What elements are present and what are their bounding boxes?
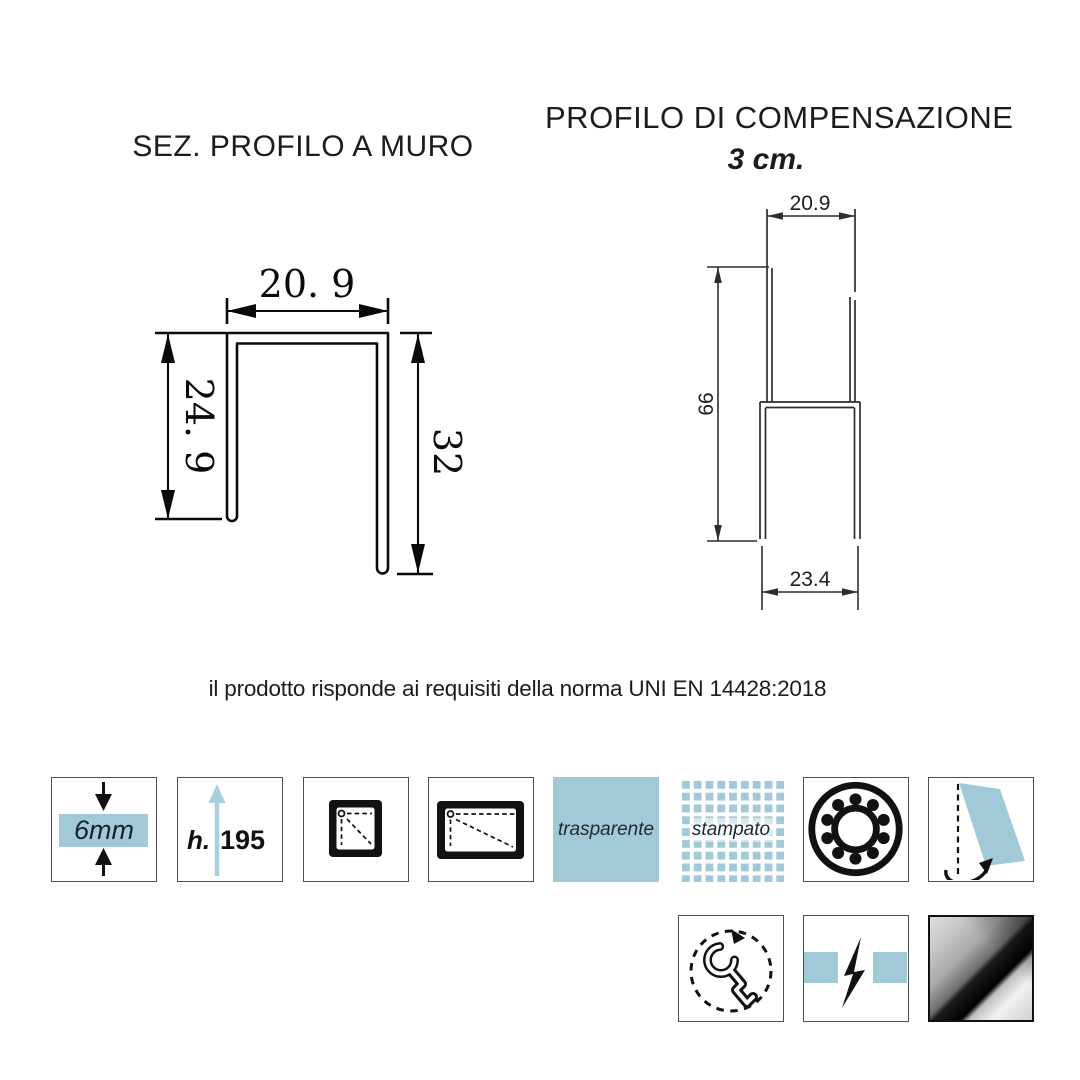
printed-glass-label: stampato xyxy=(691,818,771,840)
dimension-left xyxy=(155,333,226,519)
compensation-profile-drawing xyxy=(695,192,860,610)
dimension-top xyxy=(227,262,388,324)
printed-glass-feature xyxy=(678,777,784,882)
dim-top-value: 20.9 xyxy=(789,192,831,215)
safety-glass-feature xyxy=(803,915,909,1022)
compensation-profile-outline xyxy=(760,209,860,539)
dim-bottom-value: 23.4 xyxy=(789,568,831,591)
safety-glass-lightning-icon xyxy=(804,916,907,1020)
dimension-top xyxy=(767,192,855,220)
dim-left-value: 24. 9 xyxy=(177,377,221,475)
right-drawing-subtitle: 3 cm. xyxy=(727,143,805,176)
square-tray-feature xyxy=(303,777,409,882)
left-drawing-title: SEZ. PROFILO A MURO xyxy=(132,130,474,163)
transparent-glass-label: trasparente xyxy=(557,818,655,840)
compliance-note: il prodotto risponde ai requisiti della norma UNI EN 14428:2018 xyxy=(208,676,827,701)
reversible-door-icon xyxy=(929,778,1032,880)
easy-assembly-feature xyxy=(678,915,784,1022)
dimension-bottom xyxy=(762,546,858,610)
square-shower-tray-icon xyxy=(304,778,407,880)
height-value-label: 195 xyxy=(220,825,266,855)
dim-left-value: 66 xyxy=(695,392,718,416)
dimension-right xyxy=(397,333,469,574)
height-feature xyxy=(177,777,283,882)
ball-bearing-icon xyxy=(804,778,907,880)
rect-tray-feature xyxy=(428,777,534,882)
transparent-glass-feature xyxy=(553,777,659,882)
bearings-feature xyxy=(803,777,909,882)
glass-thickness-feature xyxy=(51,777,157,882)
wrench-icon xyxy=(679,916,782,1020)
wall-profile-outline xyxy=(227,333,388,574)
dim-right-value: 32 xyxy=(425,427,469,477)
reversible-door-feature xyxy=(928,777,1034,882)
dim-top-value: 20. 9 xyxy=(258,262,356,306)
dimension-left xyxy=(695,267,769,541)
right-drawing-title: PROFILO DI COMPENSAZIONE xyxy=(545,100,1014,135)
chrome-finish-feature xyxy=(928,915,1034,1022)
glass-thickness-label: 6mm xyxy=(74,815,134,845)
height-prefix-label: h. xyxy=(187,825,211,855)
wall-profile-drawing xyxy=(155,262,469,574)
rectangular-shower-tray-icon xyxy=(429,778,532,880)
